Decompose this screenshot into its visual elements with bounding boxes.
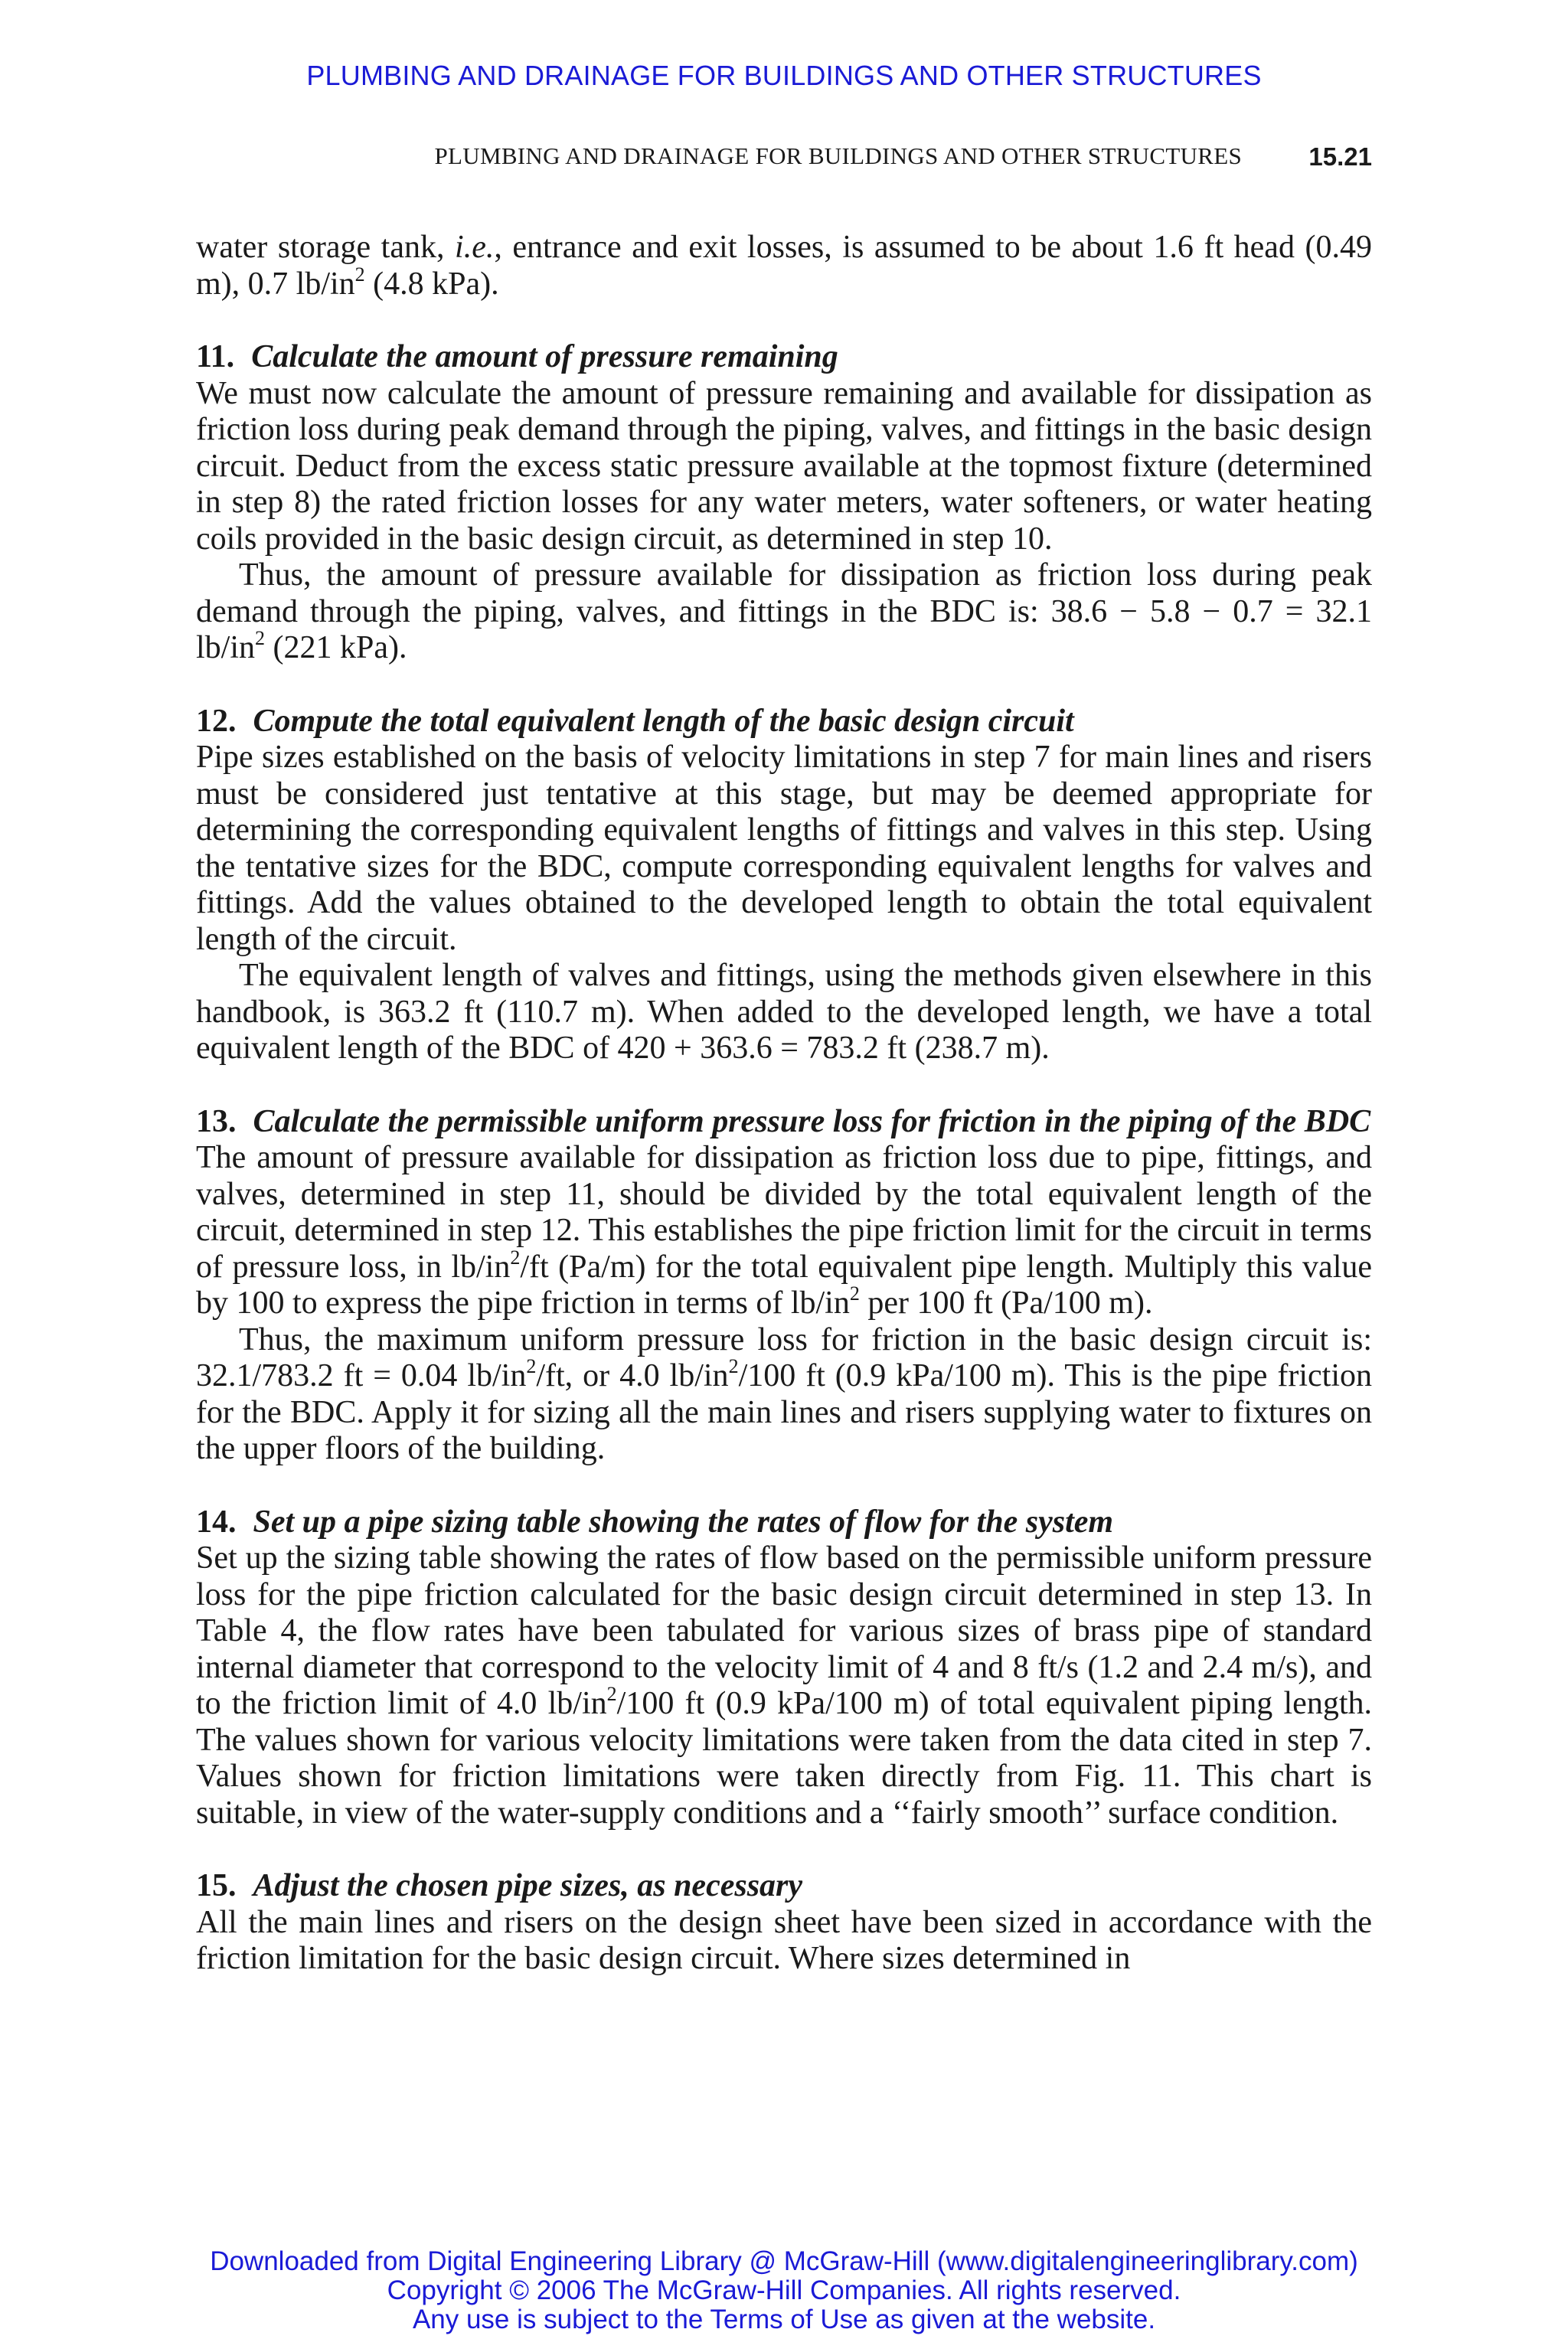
text-run: Set up the sizing table showing the rates of flow based on the permissible uniform pressure loss for the pipe friction calculated for the basic design circuit determined in step 13. In Table 4, the flow rates have been tabulated for various sizes of brass pipe of standard internal diameter that correspond to the velocity limit of 4 and 8 ft/s (1.2 and 2.4 m/s), and to the friction limit of 4.0 lb/in: [196, 1540, 1372, 1721]
text-run: The amount of pressure available for dissipation as friction loss due to pipe, fittings, and valves, determined in step 11, should be divided by the total equivalent length of the circuit, determined in step 12. This establishes the pipe friction limit for the circuit in terms of pressure loss, in lb/in: [196, 1140, 1372, 1285]
superscript: 2: [849, 1282, 860, 1305]
superscript: 2: [354, 263, 365, 286]
text-run: Thus, the amount of pressure available for dissipation as friction loss during peak demand through the piping, valves, and fittings in the BDC is: 38.6 − 5.8 − 0.7 = 32.1 lb/in: [196, 557, 1372, 665]
paragraph: [196, 1322, 1372, 1468]
superscript: 2: [255, 627, 266, 649]
paragraph: We must now calculate the amount of pressure remaining and available for dissipation as friction loss during peak demand through the piping, valves, and fittings in the basic design circuit. Deduct from the excess static pressure available at the topmost fixture (determined in step 8) the rated friction losses for any water meters, water softeners, or water heating coils provided in the basic design circuit, as determined in step 10.: [196, 375, 1372, 557]
intro-italic: i.e.: [455, 230, 495, 265]
intro-text: , entrance and exit losses, is assumed to be about 1.6 ft head (0.49 m), 0.7 lb/in: [196, 230, 1372, 302]
superscript: 2: [728, 1355, 739, 1377]
step-title: Calculate the permissible uniform pressure loss for friction in the piping of the BDC: [253, 1103, 1371, 1139]
step-title: Compute the total equivalent length of the basic design circuit: [253, 703, 1074, 739]
page-number: 15.21: [1308, 142, 1372, 171]
body-text: [196, 230, 1372, 1978]
footer-line: Any use is subject to the Terms of Use as given at the website.: [412, 2305, 1156, 2334]
paragraph: The equivalent length of valves and fittings, using the methods given elsewhere in this handbook, is 363.2 ft (110.7 m). When added to the developed length, we have a total equivalent length of the BDC of 420 + 363.6 = 783.2 ft (238.7 m).: [196, 958, 1372, 1066]
step-15: [196, 1868, 1372, 1978]
step-heading: [196, 1868, 1372, 1905]
chapter-banner: PLUMBING AND DRAINAGE FOR BUILDINGS AND OTHER STRUCTURES: [306, 60, 1262, 91]
text-run: /ft, or 4.0 lb/in: [536, 1358, 729, 1393]
superscript: 2: [510, 1246, 521, 1269]
intro-text: water storage tank,: [196, 230, 456, 265]
step-13: [196, 1104, 1372, 1468]
paragraph: Pipe sizes established on the basis of velocity limitations in step 7 for main lines and risers must be considered just tentative at this stage, but may be deemed appropriate for determining the corresponding equivalent lengths of fittings and valves in this step. Using the tentative sizes for the BDC, compute corresponding equivalent lengths for valves and fittings. Add the values obtained to the developed length to obtain the total equivalent length of the circuit.: [196, 740, 1372, 957]
running-head: [196, 142, 1372, 176]
step-number: 12.: [196, 703, 237, 739]
paragraph: All the main lines and risers on the design sheet have been sized in accordance with the friction limitation for the basic design circuit. Where sizes determined in: [196, 1904, 1372, 1976]
intro-paragraph: [196, 230, 1372, 302]
running-head-title: PLUMBING AND DRAINAGE FOR BUILDINGS AND OTHER STRUCTURES: [434, 142, 1242, 169]
step-heading: [196, 704, 1372, 740]
step-title: Calculate the amount of pressure remaining: [251, 339, 838, 374]
paragraph: [196, 557, 1372, 667]
step-heading: [196, 339, 1372, 376]
footer-line: Copyright © 2006 The McGraw-Hill Companies. All rights reserved.: [387, 2275, 1181, 2305]
text-run: Thus, the maximum uniform pressure loss for friction in the basic design circuit is: 32.1/783.2 ft = 0.04 lb/in: [196, 1321, 1372, 1393]
text-run: /ft (Pa/m) for the total equivalent pipe length. Multiply this value by 100 to express the pipe friction in terms of lb/in: [196, 1249, 1373, 1321]
intro-text: (4.8 kPa).: [364, 266, 499, 302]
step-number: 11.: [196, 339, 235, 374]
step-11: [196, 339, 1372, 667]
text-run: /100 ft (0.9 kPa/100 m) of total equivalent piping length. The values shown for various velocity limitations were taken from the data cited in step 7. Values shown for friction limitations were taken directly from Fig. 11. This chart is suitable, in view of the water-supply conditions and a ‘‘fairly smooth’’ surface condition.: [196, 1686, 1372, 1831]
step-heading: [196, 1104, 1372, 1141]
text-run: (221 kPa).: [265, 630, 407, 665]
paragraph: [196, 1140, 1372, 1322]
paragraph: [196, 1540, 1372, 1831]
step-title: Adjust the chosen pipe sizes, as necessary: [253, 1868, 803, 1903]
download-footer: [0, 2247, 1568, 2334]
superscript: 2: [526, 1355, 537, 1377]
text-run: /100 ft (0.9 kPa/100 m). This is the pipe friction for the BDC. Apply it for sizing all the main lines and risers supplying water to fixtures on the upper floors of the building.: [196, 1358, 1372, 1466]
step-14: [196, 1504, 1372, 1832]
step-number: 13.: [196, 1103, 237, 1139]
step-number: 15.: [196, 1868, 237, 1903]
step-12: [196, 704, 1372, 1067]
step-title: Set up a pipe sizing table showing the rates of flow for the system: [253, 1504, 1114, 1540]
footer-line: Downloaded from Digital Engineering Library @ McGraw-Hill (www.digitalengineeringlibrary.com): [210, 2246, 1358, 2276]
step-number: 14.: [196, 1504, 237, 1540]
step-heading: [196, 1504, 1372, 1541]
superscript: 2: [606, 1683, 617, 1705]
text-run: per 100 ft (Pa/100 m).: [859, 1285, 1153, 1321]
